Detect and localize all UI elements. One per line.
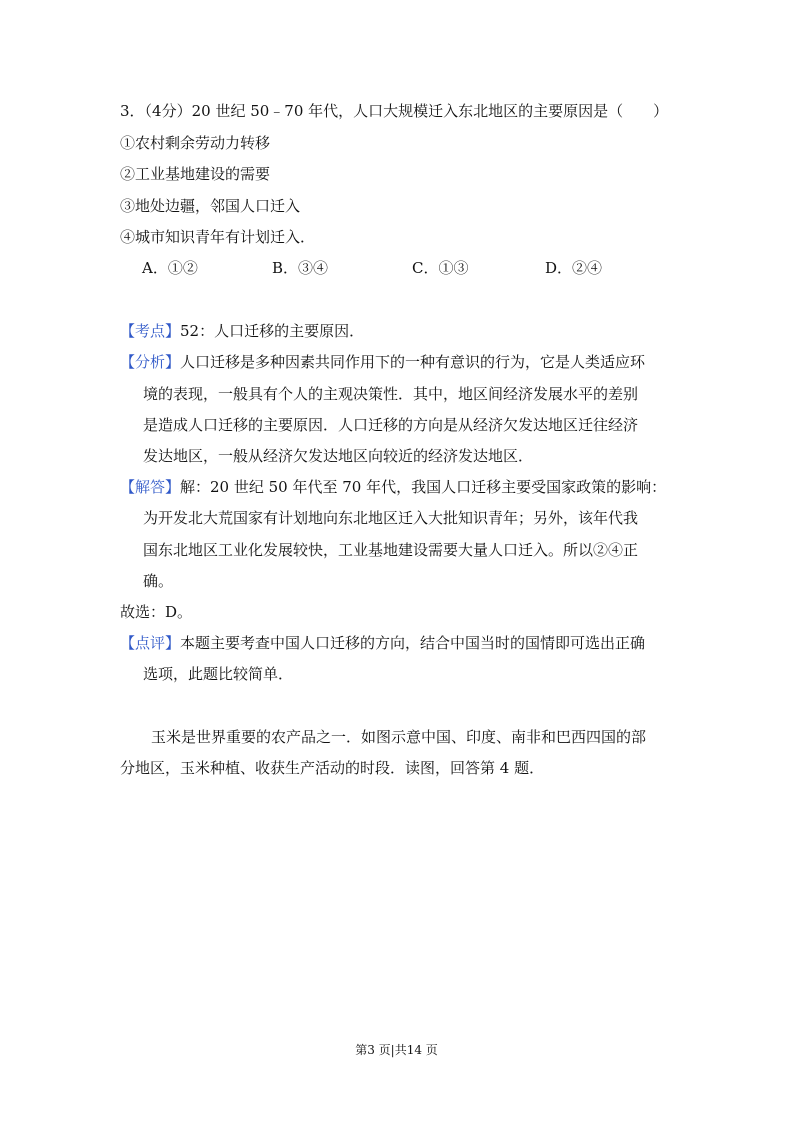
jieda-section	[120, 477, 666, 497]
jieda-line: 国东北地区工业化发展较快，工业基地建设需要大量人口迁入。所以②④正	[143, 541, 639, 559]
kaodian-section	[120, 321, 364, 341]
fenxi-section	[120, 352, 645, 372]
dianping-tag: 【点评】	[120, 634, 181, 652]
option-d: D．②④	[545, 259, 603, 277]
option-b: B．③④	[272, 259, 329, 277]
answer-line: 故选：D。	[120, 603, 193, 621]
dianping-line: 本题主要考查中国人口迁移的方向，结合中国当时的国情即可选出正确	[180, 634, 646, 652]
jieda-tag: 【解答】	[120, 478, 181, 496]
jieda-line: 确。	[143, 572, 174, 590]
dianping-section	[120, 633, 645, 653]
question-item: ②工业基地建设的需要	[120, 165, 271, 183]
question-item: ③地处边疆，邻国人口迁入	[120, 197, 301, 215]
question-item: ①农村剩余劳动力转移	[120, 134, 271, 152]
jieda-line: 为开发北大荒国家有计划地向东北地区迁入大批知识青年；另外，该年代我	[143, 509, 639, 527]
fenxi-line: 人口迁移是多种因素共同作用下的一种有意识的行为，它是人类适应环	[180, 353, 646, 371]
fenxi-line: 境的表现，一般具有个人的主观决策性．其中，地区间经济发展水平的差别	[143, 385, 639, 403]
option-c: C．①③	[412, 259, 469, 277]
fenxi-line: 是造成人口迁移的主要原因．人口迁移的方向是从经济欠发达地区迁往经济	[143, 416, 639, 434]
kaodian-text: 52：人口迁移的主要原因．	[180, 322, 365, 340]
fenxi-tag: 【分析】	[120, 353, 181, 371]
fenxi-line: 发达地区，一般从经济欠发达地区向较近的经济发达地区．	[143, 447, 534, 465]
kaodian-tag: 【考点】	[120, 322, 181, 340]
option-a: A．①②	[142, 259, 198, 277]
page-footer: 第3 页|共14 页	[355, 1043, 438, 1057]
dianping-line: 选项，此题比较简单．	[143, 665, 294, 683]
next-intro-line: 分地区，玉米种植、收获生产活动的时段．读图，回答第 4 题．	[120, 759, 545, 777]
question-item: ④城市知识青年有计划迁入．	[120, 228, 316, 246]
jieda-line: 解：20 世纪 50 年代至 70 年代，我国人口迁移主要受国家政策的影响：	[180, 478, 667, 496]
next-intro-line: 玉米是世界重要的农产品之一．如图示意中国、印度、南非和巴西四国的部	[151, 728, 647, 746]
question-stem: 3．（4分）20 世纪 50﹣70 年代，人口大规模迁入东北地区的主要原因是（ ）	[120, 102, 669, 120]
